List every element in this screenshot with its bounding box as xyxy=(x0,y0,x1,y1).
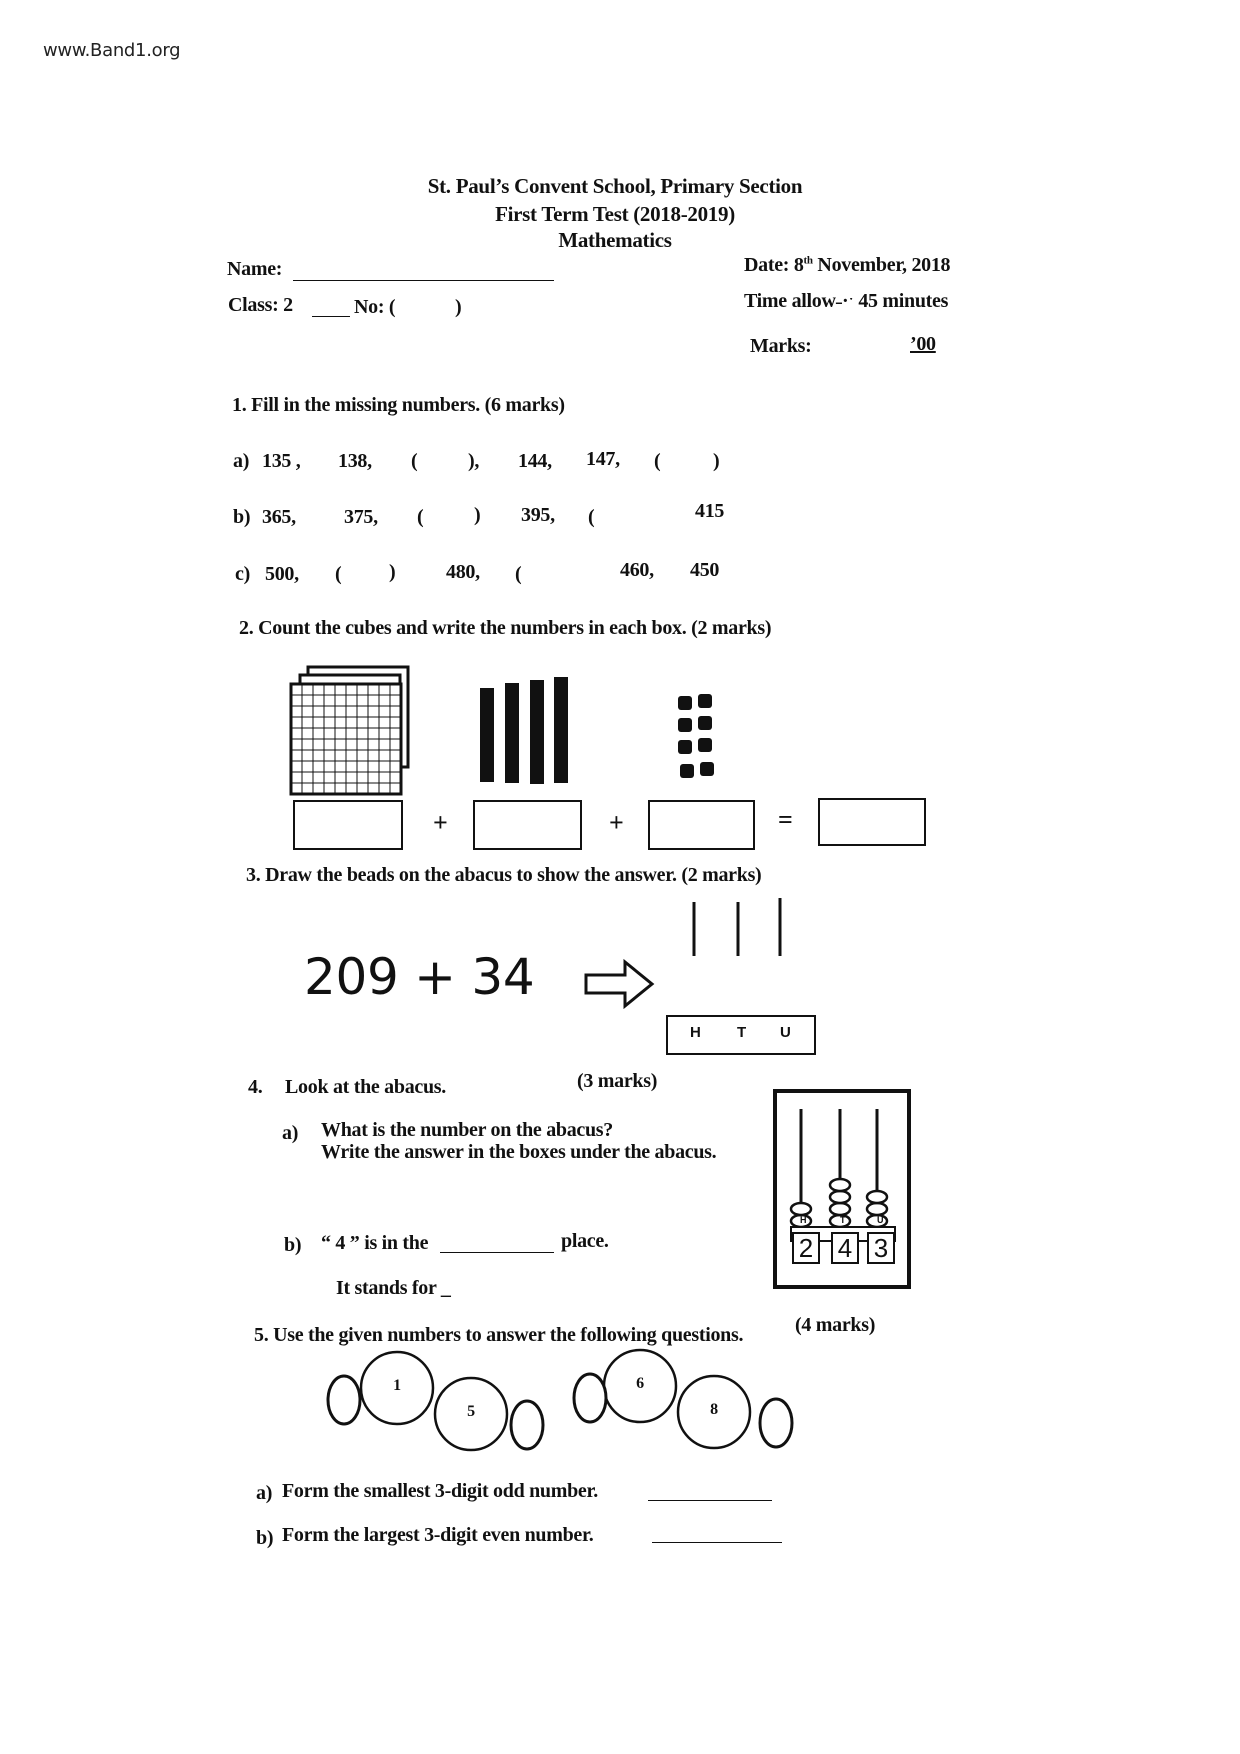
q5a-text: Form the smallest 3-digit odd number. xyxy=(282,1480,598,1502)
q5a-answer-line[interactable] xyxy=(648,1500,772,1501)
q4-number: 4. xyxy=(248,1076,263,1098)
q4-marks: (3 marks) xyxy=(577,1070,658,1092)
q1a-blank-close: ) xyxy=(713,450,720,472)
plus-sign: + xyxy=(609,808,624,837)
test-title: First Term Test (2018-2019) xyxy=(495,202,735,226)
equals-sign: = xyxy=(778,805,793,834)
q4b-after: place. xyxy=(561,1230,609,1252)
q5b-label: b) xyxy=(256,1527,274,1549)
q1-title: 1. Fill in the missing numbers. (6 marks) xyxy=(232,394,565,416)
bubble-number: 8 xyxy=(710,1401,718,1418)
q5b-answer-line[interactable] xyxy=(652,1542,782,1543)
q1a-blank-open: ( xyxy=(411,450,418,472)
abacus-place-u: U xyxy=(877,1215,884,1225)
q1c-item: 480, xyxy=(446,561,480,583)
q1b-blank-open: ( xyxy=(417,506,424,528)
abacus-digit-box[interactable]: 2 xyxy=(792,1232,820,1264)
q1b-blank-close: ) xyxy=(474,504,481,526)
q1a-item: 138, xyxy=(338,450,372,472)
q4b-stands-for: It stands for _ xyxy=(336,1277,451,1299)
sum-expression: 209 + 34 xyxy=(304,948,535,1006)
bubble-number: 6 xyxy=(636,1375,644,1392)
watermark: www.Band1.org xyxy=(43,40,181,61)
marks-label: Marks: xyxy=(750,335,812,357)
bubble-number: 1 xyxy=(393,1377,401,1394)
q1c-label: c) xyxy=(235,563,250,585)
q5a-label: a) xyxy=(256,1482,273,1504)
q4a-question: What is the number on the abacus? xyxy=(321,1119,613,1141)
place-label-h: H xyxy=(690,1024,701,1041)
q1b-item: 395, xyxy=(521,504,555,526)
school-name: St. Paul’s Convent School, Primary Section xyxy=(427,174,803,198)
q4b-text: “ 4 ” is in the xyxy=(321,1232,429,1254)
time-allowed: Time allow˗·ˑ 45 minutes xyxy=(744,290,949,312)
q1c-item: 500, xyxy=(265,563,299,585)
q1c-item: 450 xyxy=(690,559,720,581)
q1a-blank-close: ), xyxy=(468,450,480,472)
q1b-label: b) xyxy=(233,506,251,528)
abacus-digit-box[interactable]: 4 xyxy=(831,1232,859,1264)
q1b-item: 375, xyxy=(344,506,378,528)
q1a-item: 135 , xyxy=(262,450,301,472)
q5-title: 5. Use the given numbers to answer the following questions. xyxy=(254,1324,744,1346)
q1b-item: 415 xyxy=(695,500,725,522)
abacus-place-t: T xyxy=(840,1215,846,1225)
date-rest: November, 2018 xyxy=(812,254,951,276)
abacus-place-h: H xyxy=(800,1215,807,1225)
subject: Mathematics xyxy=(558,228,672,252)
q4a-label: a) xyxy=(282,1122,299,1144)
date-label: Date: 8 xyxy=(744,254,804,276)
q1a-blank-open: ( xyxy=(654,450,661,472)
date-sup: th xyxy=(803,254,813,267)
marks-value: ’00 xyxy=(910,333,936,355)
q5-marks: (4 marks) xyxy=(795,1314,876,1336)
class-label: Class: 2 xyxy=(228,294,293,316)
q1b-item: 365, xyxy=(262,506,296,528)
plus-sign: + xyxy=(433,808,448,837)
name-label: Name: xyxy=(227,258,283,280)
bubble-number: 5 xyxy=(467,1403,475,1420)
q1a-item: 144, xyxy=(518,450,552,472)
place-label-t: T xyxy=(737,1024,746,1041)
q1c-blank-close: ) xyxy=(389,561,396,583)
q3-title: 3. Draw the beads on the abacus to show the answer. (2 marks) xyxy=(246,864,762,886)
q4b-label: b) xyxy=(284,1234,302,1256)
abacus-digit-box[interactable]: 3 xyxy=(867,1232,895,1264)
q1a-label: a) xyxy=(233,450,250,472)
q5b-text: Form the largest 3-digit even number. xyxy=(282,1524,594,1546)
q1a-item: 147, xyxy=(586,448,620,470)
q4a-instruction: Write the answer in the boxes under the abacus. xyxy=(321,1141,717,1163)
q1b-blank-open: ( xyxy=(588,506,595,528)
q2-title: 2. Count the cubes and write the numbers in each box. (2 marks) xyxy=(239,617,772,639)
q4-title: Look at the abacus. xyxy=(285,1076,446,1098)
q1c-item: 460, xyxy=(620,559,654,581)
q1c-blank-open: ( xyxy=(515,563,522,585)
no-close: ) xyxy=(455,296,462,318)
q1c-blank-open: ( xyxy=(335,563,342,585)
no-label: No: ( xyxy=(354,296,396,318)
place-label-u: U xyxy=(780,1024,791,1041)
